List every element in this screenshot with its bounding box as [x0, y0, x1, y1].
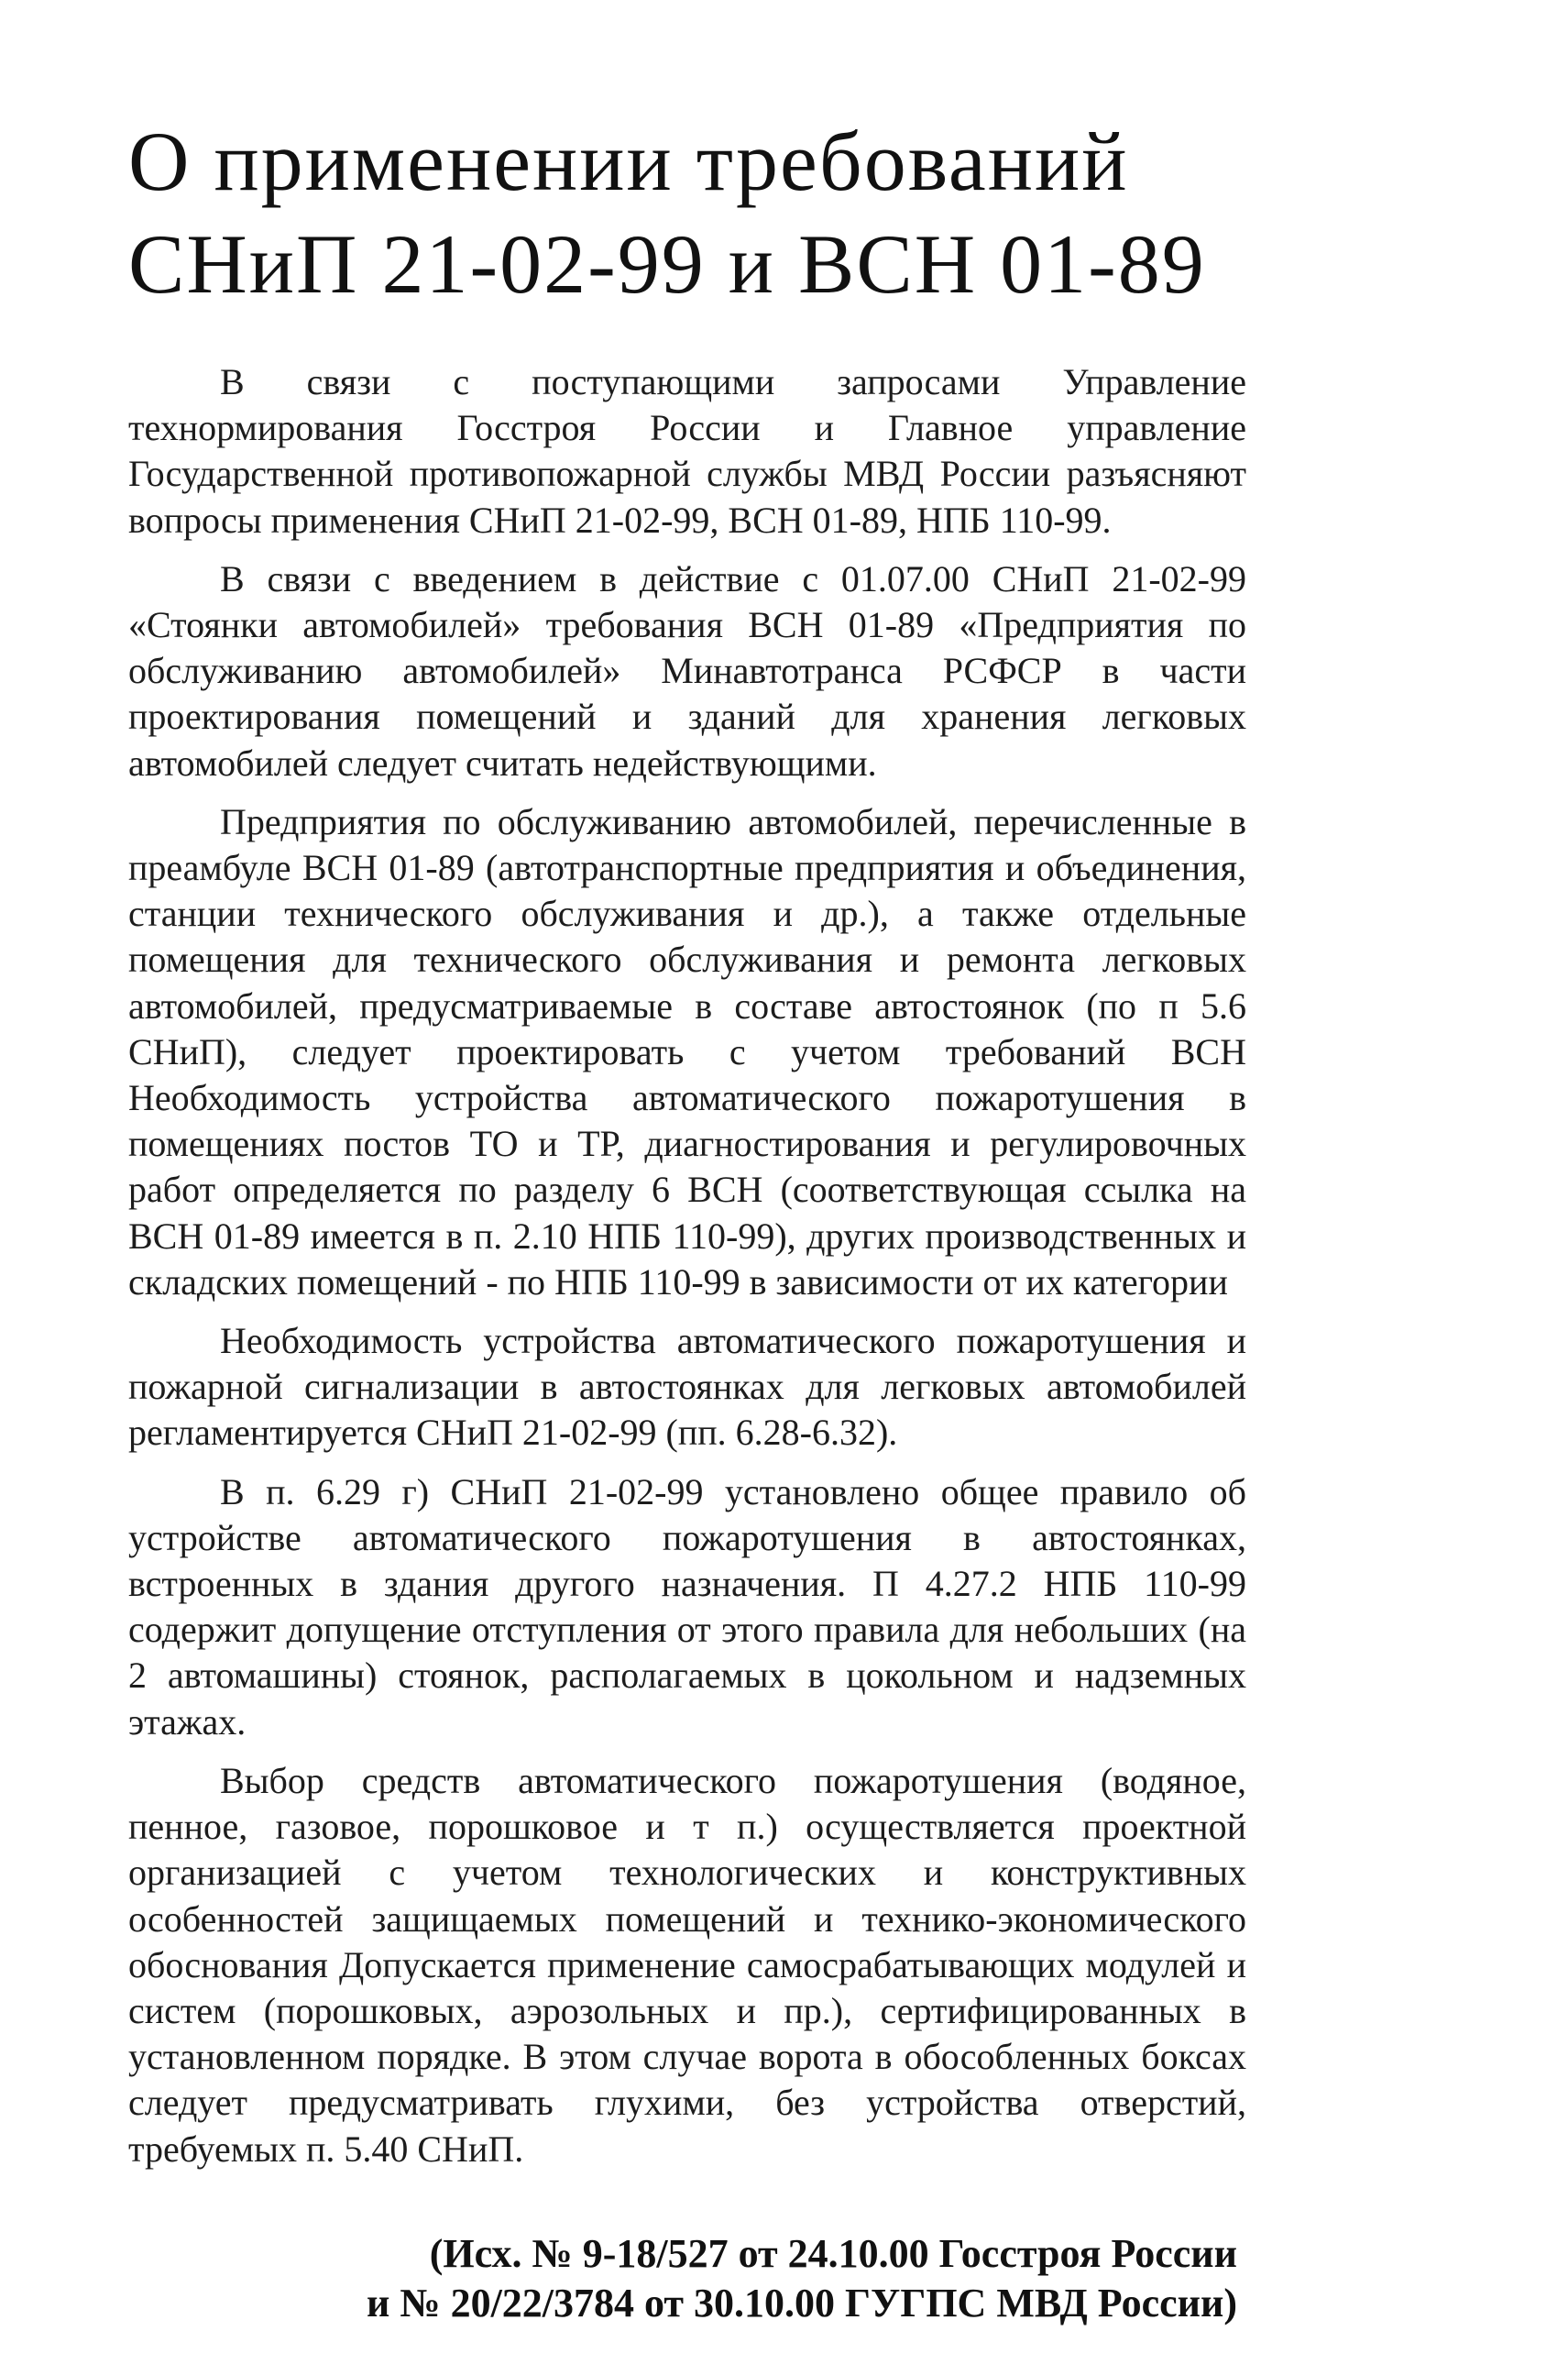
document-page — [128, 110, 1246, 2328]
title-line-1: О применении требований — [128, 115, 1129, 208]
source-reference-line-2: и № 20/22/3784 от 30.10.00 ГУГПС МВД России) — [367, 2280, 1237, 2326]
source-reference-line-1: (Исх. № 9-18/527 от 24.10.00 Госстроя России — [429, 2230, 1237, 2276]
title-line-2: СНиП 21-02-99 и ВСН 01-89 — [128, 217, 1206, 311]
paragraph-2: В связи с введением в действие с 01.07.00 СНиП 21-02-99 «Стоянки автомобилей» требования ВСН 01-89 «Предприятия по обслуживанию автомобилей» Минавтотранса РСФСР в части проектирования помещений и зданий для хранения легковых автомобилей следует считать недействующими. — [128, 557, 1246, 784]
paragraph-1: В связи с поступающими запросами Управление технормирования Госстроя России и Главное управление Государственной противопожарной службы МВД России разъясняют вопросы применения СНиП 21-02-99, ВСН 01-89, НПБ 110-99. — [128, 361, 1246, 541]
document-body — [128, 359, 1246, 2172]
paragraph-4: Необходимость устройства автоматического пожаротушения и пожарной сигнализации в автостоянках для легковых автомобилей регламентируется СНиП 21-02-99 (пп. 6.28-6.32). — [128, 1320, 1246, 1454]
document-title — [128, 110, 1246, 315]
paragraph-3: Предприятия по обслуживанию автомобилей, перечисленные в преамбуле ВСН 01-89 (автотранспортные предприятия и объединения, станции технического обслуживания и др.), а также отдельные помещения для технического обслуживания и ремонта легковых автомобилей, предусматриваемые в составе автостоянок (по п 5.6 СНиП), следует проектировать с учетом требований ВСН Необходимость устройства автоматического пожаротушения в помещениях постов ТО и ТР, диагностирования и регулировочных работ определяется по разделу 6 ВСН (соответствующая ссылка на ВСН 01-89 имеется в п. 2.10 НПБ 110-99), других производственных и складских помещений - по НПБ 110-99 в зависимости от их категории — [128, 800, 1246, 1303]
source-reference — [128, 2229, 1246, 2328]
paragraph-6: Выбор средств автоматического пожаротушения (водяное, пенное, газовое, порошковое и т п.) осуществляется проектной организацией с учетом технологических и конструктивных особенностей защищаемых помещений и технико-экономического обоснования Допускается применение самосрабатывающих модулей и систем (порошковых, аэрозольных и пр.), сертифицированных в установленном порядке. В этом случае ворота в обособленных боксах следует предусматривать глухими, без устройства отверстий, требуемых п. 5.40 СНиП. — [128, 1759, 1246, 2170]
paragraph-5: В п. 6.29 г) СНиП 21-02-99 установлено общее правило об устройстве автоматического пожаротушения в автостоянках, встроенных в здания другого назначения. П 4.27.2 НПБ 110-99 содержит допущение отступления от этого правила для небольших (на 2 автомашины) стоянок, располагаемых в цокольном и надземных этажах. — [128, 1470, 1246, 1743]
